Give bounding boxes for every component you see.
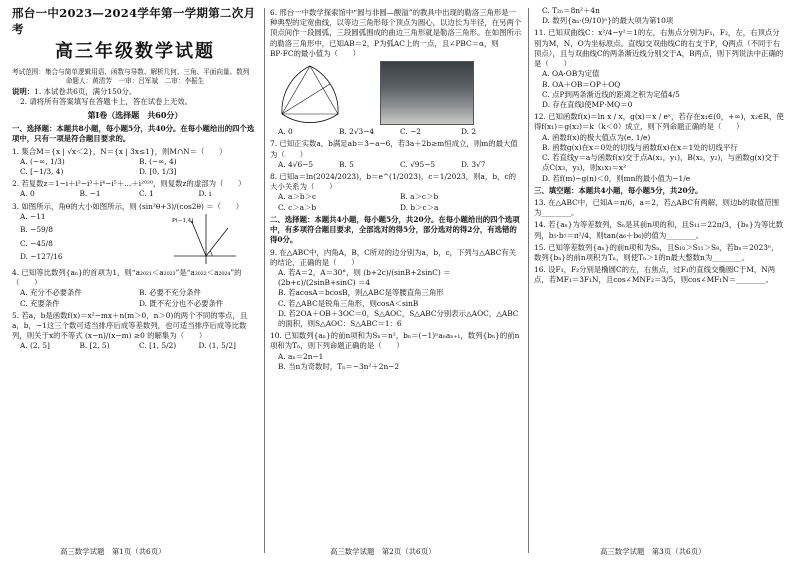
q7-option-a: A. 4√6−5 [278,159,314,169]
q7-option-d: D. 3√7 [461,159,486,169]
column-1 [12,6,258,352]
q3-option-a: A. −11 [20,211,46,221]
q5-option-d: D. (1, 5/2] [198,341,236,351]
q5-option-b: B. [2, 5) [79,341,110,351]
q12-option-b: B. 函数g(x)在x＝0处的切线与函数f(x)在x＝1处的切线平行 [542,142,738,152]
q1-option-c: C. [−1/3, 4) [20,166,64,176]
q3-option-d: D. −127/16 [20,252,63,262]
q7-option-b: B. 5 [339,159,354,169]
q8-option-c: C. c＞a＞b [278,202,317,212]
q2-option-a: A. 0 [20,189,35,199]
q2-option-d: D. i [198,189,212,199]
question-5: 5. 若a，b是函数f(x)＝x²−mx＋n(m＞0，n＞0)的两个不同的零点，且a，b，−1这三个数可适当排序后成等差数列，也可适当排序后成等比数列，则关于x的不等式 (x−n)/(x−m) ≥0 的解集为（ ） A. (2, 5] B. [2, 5) C. [1, 5/2) D. (1, 5/2] [12,311,258,352]
q7-option-c: C. √95−5 [400,159,436,169]
q6-photo [380,61,474,125]
q12-option-a: A. 函数f(x)的极大值点为(e, 1/e) [542,132,651,142]
q1-option-b: B. (−∞, 4) [139,156,177,166]
column-3 [534,6,784,286]
q9-option-a: A. 若A＝2，A＝30°，则 (b+2c)/(sinB+2sinC) ＝ (2b+c)/(2sinB+sinC) ＝4 [278,267,451,288]
q12-option-d: D. 若f(m)−g(n)＜0，则mn的最小值为−1/e [542,173,691,183]
q6-option-d: D. 2 [461,127,477,137]
q6-reuleaux-figure [270,62,350,124]
question-10-continued [534,6,784,26]
q9-option-b: B. 若acosA＝bcosB，则△ABC是等腰直角三角形 [278,288,444,298]
column-divider [528,8,529,553]
q6-option-c: C. −2 [400,127,421,137]
q8-option-d: D. b＞c＞a [400,202,439,212]
q1-option-a: A. (−∞, 1/3) [20,156,65,166]
question-6: 6. 邢台一中数学探索馆中“圆与非圆—酸溢”的教具中出现的勒洛三角形是一种典型的定宽曲线，以等边三角形每个顶点为圆心，以边长为半径，在另两个顶点间作一段圆弧，三段圆弧围成的曲边三角形就是勒洛三角形。在如图所示的勒洛三角形中，已知AB＝2，P为弧AC上的一点，且∠PBC＝α，则BP·FC的最小值为（ ） A. 0 B. 2√3−4 C. −2 D. 2 [270,8,522,137]
section3-title: 三、填空题：本题共4小题，每小题5分，共20分。 [534,185,703,195]
q5-option-a: A. (2, 5] [20,341,50,351]
q11-option-b: B. OA＋OB＝OP＋OQ [542,79,621,89]
q10-option-d: D. 数列{aₙ·(9/10)ⁿ}的最大项为第10项 [542,16,674,26]
q11-option-d: D. 存在直线l使MP·MQ＝0 [542,99,633,109]
q8-option-b: B. a＞c＞b [400,192,439,202]
q3-option-c: C. −45/8 [20,238,53,248]
q4-option-d: D. 既不充分也不必要条件 [139,298,224,308]
q9-option-d: D. 若2OA＋OB＋3OC＝0，S△AOC，S△ABC分别表示△AOC，△ABC的面积，则S△AOC：S△ABC＝1：6 [278,308,519,329]
question-11: 11. 已知双曲线C：x²/4−y²＝1的左，右焦点分别为F₁，F₂，左，右顶点分别为M，N，O为坐标原点。直线l交双曲线C的右支于P，Q两点（不同于右顶点），且与双曲线C的两条渐近线分别交于A，B两点，则下列说法中正确的是（ ） A. OA·OB为定值 B. OA＋OB＝OP＋OQ C. 点P到两条渐近线的距离之积为定值4/5 D. 存在直线l使MP·MQ＝0 [534,28,784,109]
question-1: 1. 集合M＝{x | √x＜2}，N＝{x | 3x≤1}，则M∩N＝（ ） A. (−∞, 1/3) B. (−∞, 4) C. [−1/3, 4) D. [0, 1/3] [12,147,258,178]
q6-option-b: B. 2√3−4 [339,127,375,137]
q12-option-c: C. 若直线y＝a与函数f(x)交于点A(x₁，y₁)，B(x₂，y₂)，与函数g(x)交于点C(x₃，y₃)，则x₁x₃＝x² [542,153,780,173]
question-4: 4. 已知等比数列{aₙ}的首项为1，则“a₂₀₂₁＜a₂₀₂₃”是“a₂₀₂₂＜a₂₀₂₄”的（ ） A. 充分不必要条件 B. 必要不充分条件 C. 充要条件 D. 既不充分也不必要条件 [12,268,258,309]
school-header: 邢台一中2023—2024学年第一学期第二次月考 [12,6,256,36]
question-7: 7. 已知正实数a，b满足ab＝3−a−6，若3a＋2b≥m恒成立，则m的最大值为（ ） A. 4√6−5 B. 5 C. √95−5 D. 3√7 [270,139,522,170]
question-12: 12. 已知函数f(x)＝ln x / x，g(x)＝x / eˣ，若存在x₁∈(0，+∞)，x₂∈R，使得f(x₁)＝g(x₂)＝k（k＜0）成立，则下列命题正确的是（ ） A. 函数f(x)的极大值点为(e, 1/e) B. 函数g(x)在x＝0处的切线与函数f(x)在x＝1处的切线平行 C. 若直线y＝a与函数f(x)交于点A(x₁，y₁)，B(x₂，y₂)，与函数g(x)交于点C(x₃，y₃)，则x₁x₃＝x² D. 若f(m)−g(n)＜0，则mn的最小值为−1/e [534,112,784,183]
question-9: 9. 在△ABC中，内角A，B，C所对的边分别为a，b，c，下列与△ABC有关的结论，正确的是（ ） A. 若A＝2，A＝30°，则 (b+2c)/(sinB+2sinC) ＝ (2b+c)/(2sinB+sinC) ＝4 B. 若acosA＝bcosB，则△ABC是等腰直角三角形 C. 若△ABC是锐角三角形，则cosA＜sinB D. 若2OA＋OB＋3OC＝0，S△AOC，S△ABC分别表示△AOC，△ABC的面积，则S△AOC：S△ABC＝1：6 [270,248,522,330]
exam-title: 高三年级数学试题 [55,40,215,62]
q1-option-d: D. [0, 1/3] [139,166,177,176]
q3-option-b: B. −59/8 [20,225,53,235]
q4-option-c: C. 充要条件 [20,298,60,308]
column-2 [270,6,522,372]
question-2: 2. 若复数z＝1−i＋i²−i³＋i⁴−i⁵＋…＋i²⁰²⁰，则复数z的虚部为（ ） A. 0 B. −1 C. 1 D. i [12,179,258,199]
section1-title: 一、选择题：本题共8小题，每小题5分，共40分。在每小题给出的四个选项中，只有一项是符合题目要求的。 [12,124,255,144]
q10-option-b: B. 当n为奇数时，Tₙ＝−3n²＋2n−2 [278,361,400,371]
question-16: 16. 设F₁，F₂分别是椭圆C的左，右焦点，过F₁的直线交椭圆C于M，N两点，若MF₁＝3F₁N，且cos∠MNF₂＝3/5，则cos∠MF₁N＝________。 [534,265,776,285]
q10-option-c: C. T₂ₙ＝8n²＋4n [542,6,600,15]
q2-option-c: C. 1 [139,189,154,199]
question-13: 13. 在△ABC中，已知A＝π/6，a＝2，若△ABC有两解，则边b的取值范围为________。 [534,197,780,218]
q11-option-a: A. OA·OB为定值 [542,69,600,79]
page-footer-3: 高三数学试题 第3页（共6页） [600,547,706,556]
q11-option-c: C. 点P到两条渐近线的距离之积为定值4/5 [542,89,680,99]
question-8: 8. 已知a＝ln(2024/2023)，b＝e^(1/2023)，c＝1/2023，则a，b，c的大小关系为（ ） A. a＞b＞c B. a＞c＞b C. c＞a＞b D. b＞c＞a [270,172,522,213]
q4-option-a: A. 充分不必要条件 [20,288,82,298]
column-divider [264,8,265,553]
page-footer-1: 高三数学试题 第1页（共6页） [60,547,166,556]
q8-option-a: A. a＞b＞c [278,192,317,202]
question-15: 15. 已知等差数列{aₙ}的前n项和为Sₙ，且S₁₀＞S₁₁＞S₉，若bₙ＝2023ⁿ，数列{bₙ}的前n项积为Tₙ，则使Tₙ＞1的n最大整数n为________。 [534,242,779,263]
question-14: 14. 若{aₙ}为等差数列，Sₙ是其前n项的和，且S₁₁＝22π/3，{bₙ}为等比数列，b₅·b₇＝π²/4，则tan(a₆＋b₆)的值为________。 [534,220,784,240]
section2-title: 二、选择题：本题共4小题，每小题5分，共20分。在每小题给出的四个选项中，有多项符合题目要求，全部选对的得5分，部分选对的得2分，有选错的得0分。 [270,214,520,245]
q3-point-label: P(−1,4) [172,217,194,224]
q10-option-a: A. aₙ＝2n−1 [278,351,324,361]
q3-angle-figure [170,212,240,266]
exam-proposer: 命题人：黄清芳 一审：吕军斌 二审：李振生 [65,77,205,86]
exam-note-1: 说明：1. 本试卷共6页，满分150分。 [12,86,137,96]
question-10: 10. 已知数列{aₙ}的前n项和为Sₙ＝n²，bₙ＝(−1)ⁿaₙaₙ₊₁，数列{bₙ}的前n项和为Tₙ，则下列命题正确的是（ ） A. aₙ＝2n−1 B. 当n为奇数时，Tₙ＝−3n²＋2n−2 [270,331,522,372]
q9-option-c: C. 若△ABC是锐角三角形，则cosA＜sinB [278,298,419,308]
q4-option-b: B. 必要不充分条件 [139,288,201,298]
part1-title: 第Ⅰ卷（选择题 共60分） [87,110,183,121]
exam-scope: 考试范围：集合与简单逻辑用语、函数与导数、解析几何、三角、平面向量、数列 [12,67,250,76]
q5-option-c: C. [1, 5/2) [139,341,177,351]
question-3: 3. 如图所示，角θ的大小如图所示，则 (sin²θ+3)/(cos2θ) ＝（ ） A. −11 B. −59/8 C. −45/8 D. −127/16 P(−1,4) [12,202,258,266]
exam-note-2: 2. 请将所有答案填写在答题卡上，答在试卷上无效。 [20,96,192,106]
page-footer-2: 高三数学试题 第2页（共6页） [330,547,436,556]
q2-option-b: B. −1 [79,189,101,199]
q6-option-a: A. 0 [278,127,293,137]
